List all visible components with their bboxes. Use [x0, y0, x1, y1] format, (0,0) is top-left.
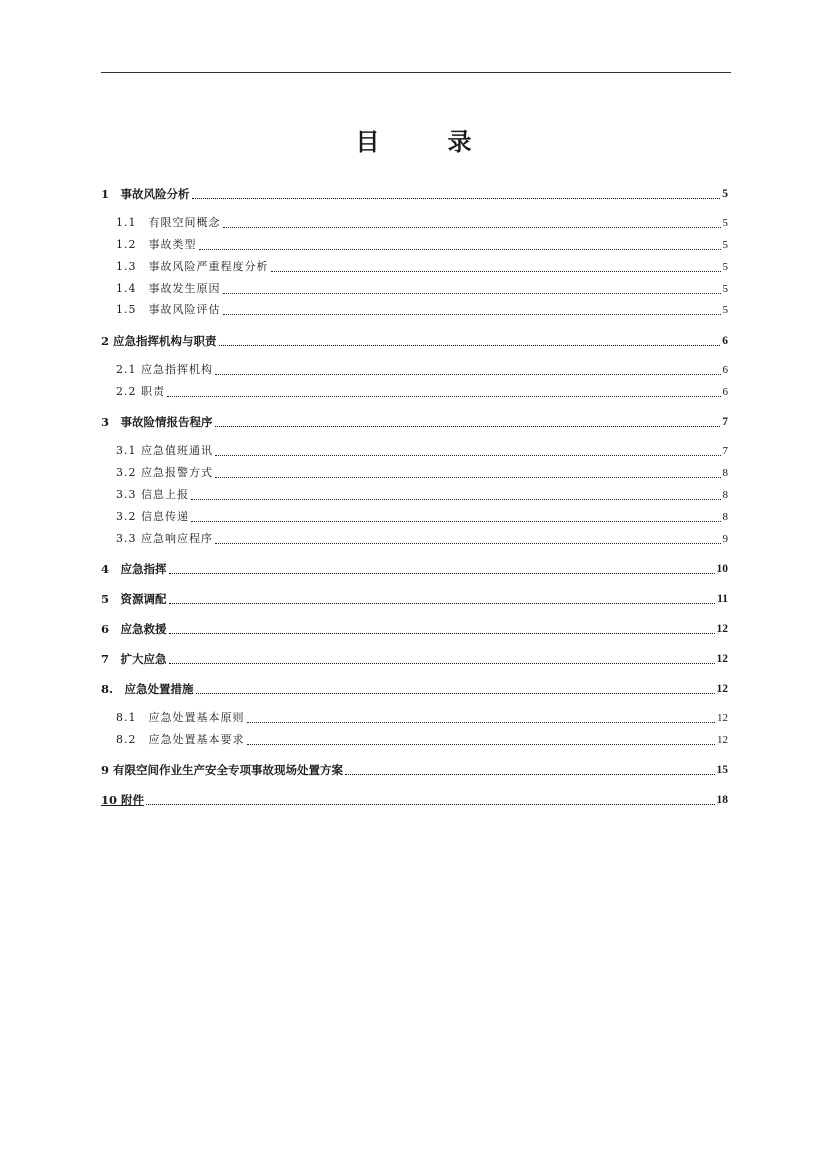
- toc-entry-text: 2.1 应急指挥机构: [116, 363, 213, 376]
- toc-leader: [191, 521, 721, 522]
- toc-entry[interactable]: [101, 792, 728, 808]
- toc-page-number: 6: [722, 335, 728, 347]
- toc-entry-text: 1.2 事故类型: [116, 238, 197, 251]
- toc-entry[interactable]: [116, 281, 728, 297]
- toc-leader: [223, 227, 721, 228]
- toc-entry[interactable]: [101, 186, 728, 202]
- toc-leader: [247, 744, 716, 745]
- toc-leader: [169, 573, 715, 574]
- toc-page-number: 5: [722, 304, 728, 316]
- toc-entry[interactable]: [116, 362, 728, 378]
- toc-leader: [345, 774, 714, 775]
- toc-page-number: 6: [722, 386, 728, 398]
- toc-entry-text: 3.2 信息传递: [116, 510, 189, 523]
- toc-page-number: 8: [722, 489, 728, 501]
- toc-entry-text: 1.3 事故风险严重程度分析: [116, 260, 269, 273]
- toc-entry-text: 1.5 事故风险评估: [116, 303, 221, 316]
- toc-leader: [146, 804, 714, 805]
- toc-entry-text: 4 应急指挥: [101, 562, 167, 576]
- toc-leader: [191, 499, 721, 500]
- toc-entry-text: 8.2 应急处置基本要求: [116, 733, 245, 746]
- toc-entry-text: 8. 应急处置措施: [101, 682, 194, 696]
- toc-page-number: 11: [717, 593, 728, 605]
- toc-leader: [215, 455, 721, 456]
- toc-page-number: 5: [722, 283, 728, 295]
- toc-leader: [271, 271, 721, 272]
- toc-entry-text: 2.2 职责: [116, 385, 165, 398]
- toc-page-number: 12: [716, 623, 728, 635]
- toc-page-number: 7: [722, 416, 728, 428]
- toc-entry-text: 9 有限空间作业生产安全专项事故现场处置方案: [101, 763, 344, 777]
- toc-leader: [223, 293, 721, 294]
- toc-entry-text: 8.1 应急处置基本原则: [116, 711, 245, 724]
- toc-page-number: 5: [722, 188, 728, 200]
- toc-entry-text: 7 扩大应急: [101, 652, 167, 666]
- toc-page-number: 5: [722, 261, 728, 273]
- toc-entry-text: 3 事故险情报告程序: [101, 415, 213, 429]
- toc-entry[interactable]: [101, 762, 728, 778]
- toc-page-number: 6: [722, 364, 728, 376]
- toc-entry-text: 10 附件: [101, 793, 145, 807]
- toc-entry-text: 1.4 事故发生原因: [116, 282, 221, 295]
- toc-leader: [215, 374, 721, 375]
- toc-leader: [223, 314, 721, 315]
- toc-leader: [199, 249, 721, 250]
- toc-page-number: 12: [716, 653, 728, 665]
- toc-page-number: 5: [722, 239, 728, 251]
- toc-entry[interactable]: [116, 259, 728, 275]
- toc-leader: [167, 396, 721, 397]
- toc-entry[interactable]: [101, 651, 728, 667]
- toc-entry[interactable]: [116, 237, 728, 253]
- toc-page-number: 8: [722, 511, 728, 523]
- toc-entry[interactable]: [116, 531, 728, 547]
- toc-entry[interactable]: [116, 443, 728, 459]
- toc-entry[interactable]: [101, 414, 728, 430]
- toc-entry-text: 2 应急指挥机构与职责: [101, 334, 217, 348]
- toc-leader: [215, 477, 721, 478]
- toc-entry[interactable]: [116, 215, 728, 231]
- toc-entry-text: 3.3 信息上报: [116, 488, 189, 501]
- toc-page-number: 8: [722, 467, 728, 479]
- page-title: 目 录: [355, 127, 494, 156]
- toc-leader: [219, 345, 721, 346]
- toc-entry[interactable]: [116, 487, 728, 503]
- toc-leader: [196, 693, 715, 694]
- toc-entry-text: 3.2 应急报警方式: [116, 466, 213, 479]
- header-rule: [101, 72, 731, 73]
- toc-page-number: 18: [716, 794, 728, 806]
- toc-page-number: 10: [716, 563, 728, 575]
- toc-entry-text: 1.1 有限空间概念: [116, 216, 221, 229]
- toc-entry[interactable]: [101, 621, 728, 637]
- toc-entry[interactable]: [116, 732, 728, 748]
- toc-leader: [247, 722, 716, 723]
- toc-page-number: 9: [722, 533, 728, 545]
- toc-leader: [169, 633, 715, 634]
- toc-entry[interactable]: [116, 710, 728, 726]
- toc-entry[interactable]: [116, 384, 728, 400]
- toc-entry[interactable]: [101, 591, 728, 607]
- toc-page-number: 12: [717, 712, 728, 724]
- toc-entry-text: 6 应急救援: [101, 622, 167, 636]
- toc-page-number: 12: [717, 734, 728, 746]
- toc-entry[interactable]: [101, 681, 728, 697]
- toc-entry[interactable]: [116, 465, 728, 481]
- toc-page-number: 7: [722, 445, 728, 457]
- toc-leader: [192, 198, 721, 199]
- toc-entry[interactable]: [101, 333, 728, 349]
- toc-entry-text: 3.3 应急响应程序: [116, 532, 213, 545]
- toc-page-number: 5: [722, 217, 728, 229]
- toc-leader: [215, 543, 721, 544]
- toc-entry[interactable]: [116, 302, 728, 318]
- toc-entry-text: 5 资源调配: [101, 592, 167, 606]
- toc-leader: [169, 663, 715, 664]
- toc-page-number: 15: [716, 764, 728, 776]
- toc-leader: [215, 426, 721, 427]
- toc-entry[interactable]: [101, 561, 728, 577]
- toc-entry-text: 1 事故风险分析: [101, 187, 190, 201]
- toc-entry[interactable]: [116, 509, 728, 525]
- toc-page-number: 12: [716, 683, 728, 695]
- toc-entry-text: 3.1 应急值班通讯: [116, 444, 213, 457]
- toc-leader: [169, 603, 716, 604]
